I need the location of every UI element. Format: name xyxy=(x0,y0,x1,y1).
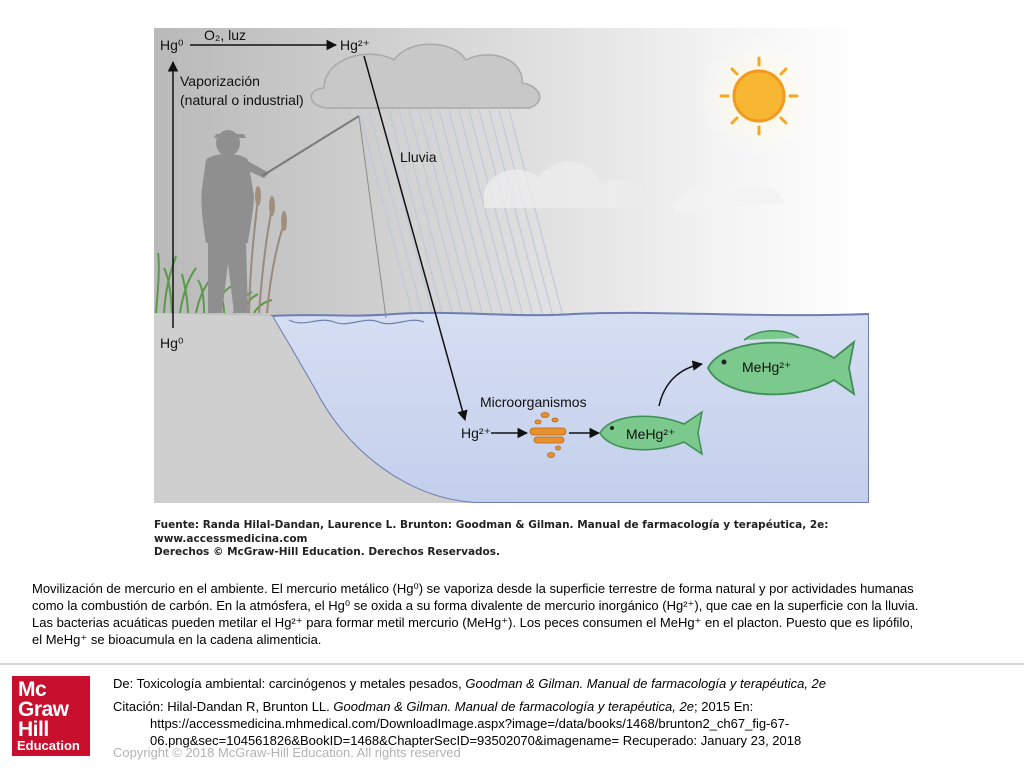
credit-website: www.accessmedicina.com xyxy=(154,532,308,545)
caption-line: Movilización de mercurio en el ambiente. El mercurio metálico (Hg⁰) se vaporiza desde la superficie terrestre de forma natural y por actividades humanas xyxy=(32,581,914,596)
citation-row xyxy=(113,698,1013,715)
label-hg2-top: Hg²⁺ xyxy=(340,37,370,53)
citation-url: https://accessmedicina.mhmedical.com/DownloadImage.aspx?image=/data/books/1468/brunton2_ch67_fig-67- xyxy=(150,716,790,731)
section-divider xyxy=(0,663,1024,665)
caption-line: como la combustión de carbón. En la atmósfera, el Hg⁰ se oxida a su forma divalente de mercurio inorgánico (Hg²⁺), que cae en la superficie con la lluvia. xyxy=(32,598,919,613)
label-vaporizacion: Vaporización xyxy=(180,73,260,89)
source-row xyxy=(113,675,1013,692)
label-mehg-large-fish: MeHg²⁺ xyxy=(742,359,792,375)
citation-book: Goodman & Gilman. Manual de farmacología y terapéutica, 2e xyxy=(333,699,694,714)
logo-line-graw: Graw xyxy=(18,698,69,721)
citation-label: Citación: xyxy=(113,699,164,714)
reference-block xyxy=(113,675,1013,749)
label-natural-industrial: (natural o industrial) xyxy=(180,92,304,108)
figure-credit xyxy=(154,519,869,560)
mercury-cycle-diagram xyxy=(154,28,869,503)
caption-line: Las bacterias acuáticas pueden metilar el Hg²⁺ para formar metil mercurio (MeHg⁺). Los peces consumen el MeHg⁺ en el placton. Puesto que es lipófilo, xyxy=(32,615,914,630)
source-chapter: Toxicología ambiental: carcinógenos y metales pesados, xyxy=(133,676,466,691)
source-label: De: xyxy=(113,676,134,691)
credit-rights: Derechos © McGraw-Hill Education. Derechos Reservados. xyxy=(154,546,500,558)
label-hg0-bottom: Hg⁰ xyxy=(160,335,184,351)
logo-line-education: Education xyxy=(17,738,80,753)
label-hg2-water: Hg²⁺ xyxy=(461,425,491,441)
label-o2-luz: O₂, luz xyxy=(204,28,246,43)
logo-line-hill: Hill xyxy=(18,718,49,741)
copyright-notice: Copyright © 2018 McGraw-Hill Education. All rights reserved xyxy=(113,745,461,760)
citation-authors: Hilal-Dandan R, Brunton LL. xyxy=(163,699,334,714)
source-book: Goodman & Gilman. Manual de farmacología y terapéutica, 2e xyxy=(465,676,827,691)
label-mehg-small-fish: MeHg²⁺ xyxy=(626,426,676,442)
caption-line: el MeHg⁺ se bioacumula en la cadena alimenticia. xyxy=(32,632,322,647)
label-hg0-top: Hg⁰ xyxy=(160,37,184,53)
logo-line-mc: Mc xyxy=(18,678,47,701)
mcgraw-hill-logo xyxy=(12,676,90,756)
citation-url-cont: 06.png&sec=104561826&BookID=1468&ChapterSecID=93502070&imagename= Recuperado: January 23, 2018 xyxy=(150,733,802,748)
credit-source: Fuente: Randa Hilal-Dandan, Laurence L. Brunton: Goodman & Gilman. Manual de farmacología y terapéutica, 2e: xyxy=(154,519,829,531)
figure-caption xyxy=(32,580,1012,648)
citation-year: ; 2015 En: xyxy=(693,699,754,714)
label-lluvia: Lluvia xyxy=(400,149,437,165)
label-microorganismos: Microorganismos xyxy=(480,394,587,410)
